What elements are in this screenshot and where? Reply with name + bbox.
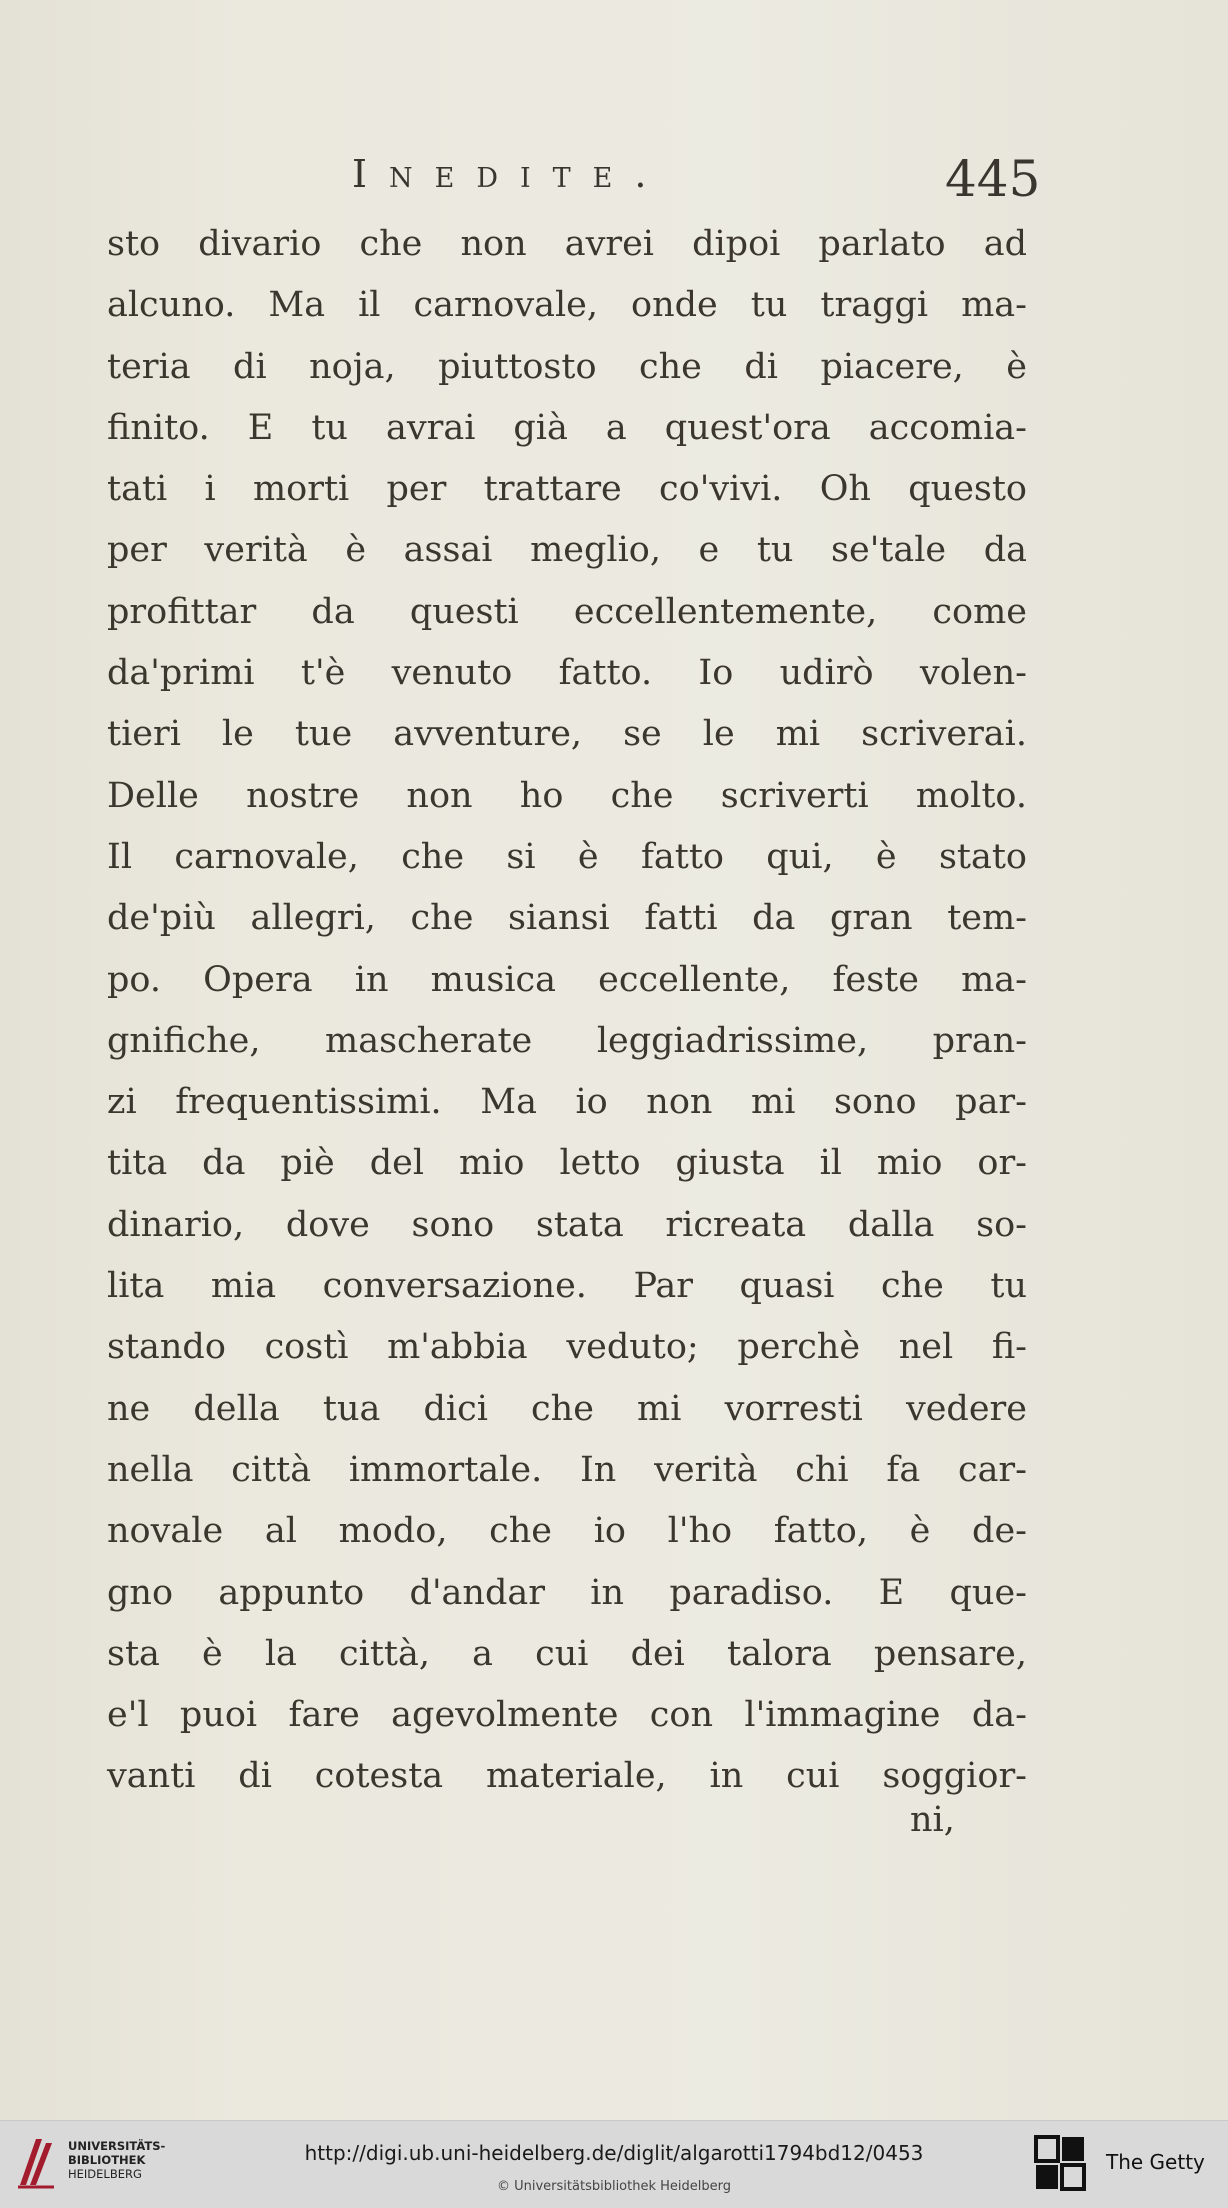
- permalink-url[interactable]: http://digi.ub.uni-heidelberg.de/diglit/algarotti1794bd12/0453: [304, 2141, 924, 2165]
- text-line: vanti di cotesta materiale, in cui soggior-: [107, 1756, 1027, 1797]
- text-line: zi frequentissimi. Ma io non mi sono par-: [107, 1082, 1027, 1123]
- body-text: [107, 214, 1027, 1808]
- library-name-line: HEIDELBERG: [68, 2167, 142, 2181]
- text-line: da'primi t'è venuto fatto. Io udirò volen-: [107, 653, 1027, 694]
- text-line: gno appunto d'andar in paradiso. E que-: [107, 1572, 1027, 1613]
- text-line: stando costì m'abbia veduto; perchè nel fi-: [107, 1327, 1027, 1368]
- running-head: Inedite.: [352, 152, 669, 196]
- text-line: sto divario che non avrei dipoi parlato ad: [107, 224, 1027, 264]
- text-line: finito. E tu avrai già a quest'ora accomia-: [107, 407, 1027, 448]
- text-line: de'più allegri, che siansi fatti da gran tem-: [107, 898, 1027, 939]
- text-line: dinario, dove sono stata ricreata dalla so-: [107, 1204, 1027, 1245]
- text-line: tieri le tue avventure, se le mi scriverai.: [107, 714, 1027, 755]
- catchword: ni,: [910, 1800, 955, 1840]
- text-line: per verità è assai meglio, e tu se'tale da: [107, 530, 1027, 571]
- text-line: teria di noja, piuttosto che di piacere, è: [107, 346, 1027, 387]
- text-line: e'l puoi fare agevolmente con l'immagine da-: [107, 1695, 1027, 1736]
- text-line: lita mia conversazione. Par quasi che tu: [107, 1266, 1027, 1307]
- text-line: sta è la città, a cui dei talora pensare,: [107, 1633, 1027, 1674]
- text-line: nella città immortale. In verità chi fa car-: [107, 1449, 1027, 1490]
- viewer-footer: [0, 2120, 1228, 2208]
- text-line: po. Opera in musica eccellente, feste ma-: [107, 959, 1027, 1000]
- text-line: alcuno. Ma il carnovale, onde tu traggi ma-: [107, 285, 1027, 326]
- text-line: Delle nostre non ho che scriverti molto.: [107, 775, 1027, 816]
- page-header: [0, 150, 1228, 210]
- library-name-line: UNIVERSITÄTS-: [68, 2139, 166, 2153]
- text-line: tita da piè del mio letto giusta il mio or-: [107, 1143, 1027, 1184]
- text-line: gnifiche, mascherate leggiadrissime, pran-: [107, 1020, 1027, 1061]
- text-line: tati i morti per trattare co'vivi. Oh questo: [107, 469, 1027, 510]
- text-line: ne della tua dici che mi vorresti vedere: [107, 1388, 1027, 1429]
- getty-logo-icon: [1034, 2135, 1086, 2193]
- text-line: profittar da questi eccellentemente, come: [107, 591, 1027, 632]
- page-number: 445: [945, 150, 1041, 208]
- copyright-notice: © Universitätsbibliothek Heidelberg: [496, 2179, 731, 2194]
- text-line: Il carnovale, che si è fatto qui, è stato: [107, 836, 1027, 877]
- library-name-line: BIBLIOTHEK: [68, 2153, 146, 2167]
- text-line: novale al modo, che io l'ho fatto, è de-: [107, 1511, 1027, 1552]
- getty-label: The Getty: [1106, 2150, 1205, 2174]
